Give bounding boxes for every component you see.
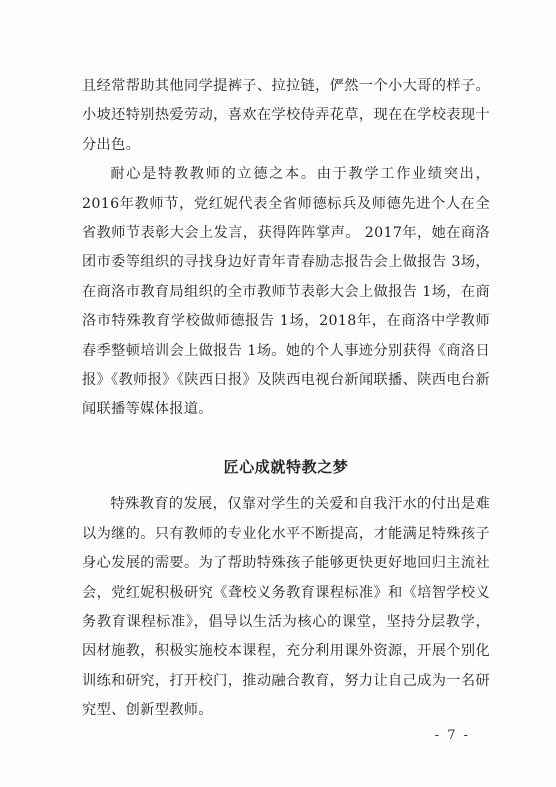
page-number: - 7 - <box>434 728 470 743</box>
paragraph-patience: 耐心是特教教师的立德之本。由于教学工作业绩突出，2016年教师节，党红妮代表全省师德标兵及师德先进个人在全省教师节表彰大会上发言，获得阵阵掌声。 2017年，她在商洛团市委等组织的寻找身边好青年青春励志报告会上做报告 3场，在商洛市教育局组织的全市教师节表彰大会上做报告 1场，在商洛市特殊教育学校做师德报告 1场，2018年，在商洛中学教师春季整顿培训会上做报告 1场。她的个人事迹分别获得《商洛日报》《教师报》《陕西日报》及陕西电视台新闻联播、陕西电台新闻联播等媒体报道。 <box>82 166 490 418</box>
paragraph-continuation: 且经常帮助其他同学提裤子、拉拉链，俨然一个小大哥的样子。小坡还特别热爱劳动，喜欢在学校侍弄花草，现在在学校表现十分出色。 <box>82 78 490 153</box>
paragraph-special-education: 特殊教育的发展，仅靠对学生的关爱和自我汗水的付出是难以为继的。只有教师的专业化水平不断提高，才能满足特殊孩子身心发展的需要。为了帮助特殊孩子能够更快更好地回归主流社会，党红妮积极研究《聋校义务教育课程标准》和《培智学校义务教育课程标准》，倡导以生活为核心的课堂，坚持分层教学，因材施教，积极实施校本课程，充分利用课外资源，开展个别化训练和研究，打开校门，推动融合教育，努力让自己成为一名研究型、创新型教师。 <box>82 496 490 719</box>
section-heading: 匠心成就特教之梦 <box>223 457 349 476</box>
document-body <box>82 72 490 726</box>
